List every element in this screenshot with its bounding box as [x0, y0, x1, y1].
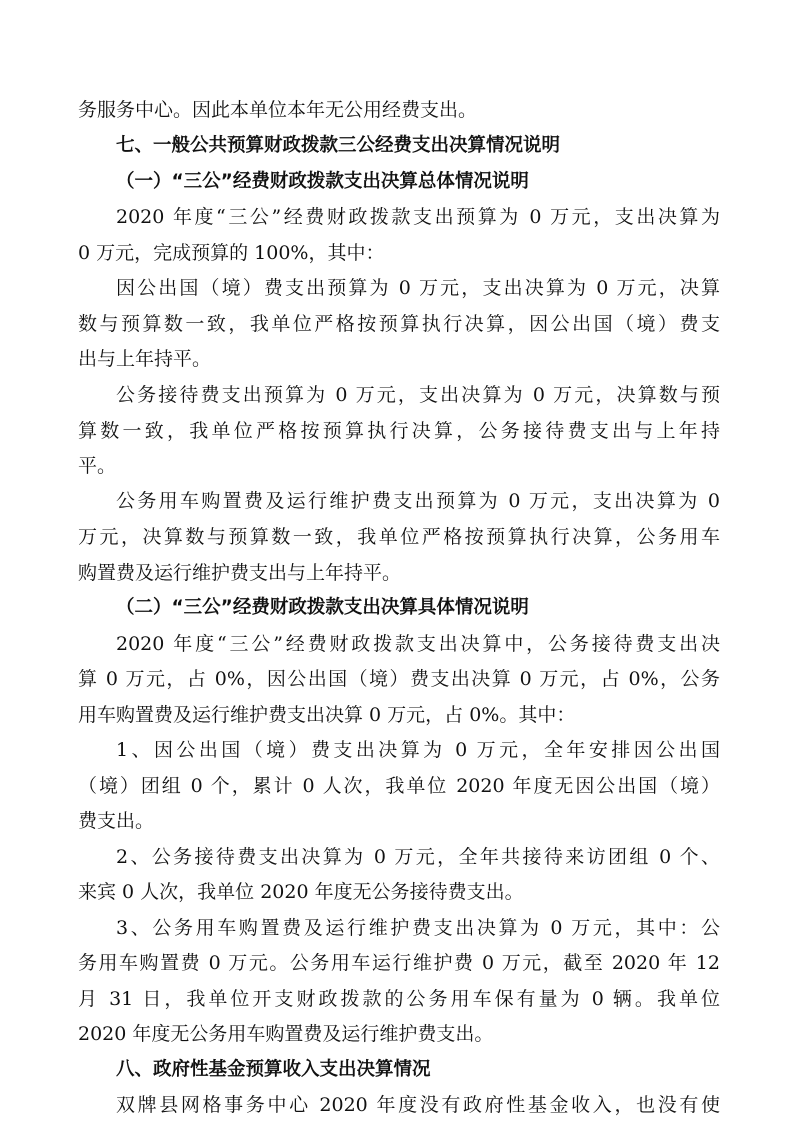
paragraph-line: 2020 年度“三公”经费财政拨款支出预算为 0 万元，支出决算为 [116, 206, 720, 228]
section-heading: 七、一般公共预算财政拨款三公经费支出决算情况说明 [116, 135, 561, 156]
paragraph-line: 因公出国（境）费支出预算为 0 万元，支出决算为 0 万元，决算 [116, 277, 720, 299]
paragraph-line: 出与上年持平。 [78, 348, 212, 370]
subsection-heading: （一）“三公”经费财政拨款支出决算总体情况说明 [116, 171, 529, 192]
paragraph-line: 算数一致，我单位严格按预算执行决算，公务接待费支出与上年持 [78, 420, 720, 442]
paragraph-line: 双牌县网格事务中心 2020 年度没有政府性基金收入，也没有使 [116, 1094, 720, 1116]
paragraph-line: 费支出。 [78, 810, 155, 832]
paragraph-line: 务用车购置费 0 万元。公务用车运行维护费 0 万元，截至 2020 年 12 [78, 952, 720, 974]
paragraph-line: 3、公务用车购置费及运行维护费支出决算为 0 万元，其中：公 [116, 917, 720, 939]
paragraph-line: （境）团组 0 个，累计 0 人次，我单位 2020 年度无因公出国（境） [78, 775, 720, 797]
paragraph-line: 月 31 日，我单位开支财政拨款的公务用车保有量为 0 辆。我单位 [78, 988, 720, 1010]
section-heading: 八、政府性基金预算收入支出决算情况 [116, 1059, 431, 1080]
paragraph-line: 1、因公出国（境）费支出决算为 0 万元，全年安排因公出国 [116, 739, 720, 761]
paragraph-line: 2020 年度“三公”经费财政拨款支出决算中，公务接待费支出决 [116, 633, 720, 655]
paragraph-line: 用车购置费及运行维护费支出决算 0 万元，占 0%。其中： [78, 704, 576, 726]
paragraph-line: 公务用车购置费及运行维护费支出预算为 0 万元，支出决算为 0 [116, 490, 720, 512]
paragraph-line: 算 0 万元，占 0%，因公出国（境）费支出决算 0 万元，占 0%，公务 [78, 668, 720, 690]
paragraph-line: 2、公务接待费支出决算为 0 万元，全年共接待来访团组 0 个、 [116, 846, 720, 868]
paragraph-line: 数与预算数一致，我单位严格按预算执行决算，因公出国（境）费支 [78, 313, 720, 335]
paragraph-line: 来宾 0 人次，我单位 2020 年度无公务接待费支出。 [78, 881, 524, 903]
paragraph-line: 0 万元，完成预算的 100%，其中： [78, 242, 385, 264]
paragraph-line: 务服务中心。因此本单位本年无公用经费支出。 [78, 99, 478, 121]
paragraph-line: 购置费及运行维护费支出与上年持平。 [78, 562, 402, 584]
subsection-heading: （二）“三公”经费财政拨款支出决算具体情况说明 [116, 597, 529, 618]
paragraph-line: 万元，决算数与预算数一致，我单位严格按预算执行决算，公务用车 [78, 526, 720, 548]
paragraph-line: 公务接待费支出预算为 0 万元，支出决算为 0 万元，决算数与预 [116, 384, 720, 406]
paragraph-line: 平。 [78, 455, 117, 477]
paragraph-line: 2020 年度无公务用车购置费及运行维护费支出。 [78, 1023, 494, 1045]
